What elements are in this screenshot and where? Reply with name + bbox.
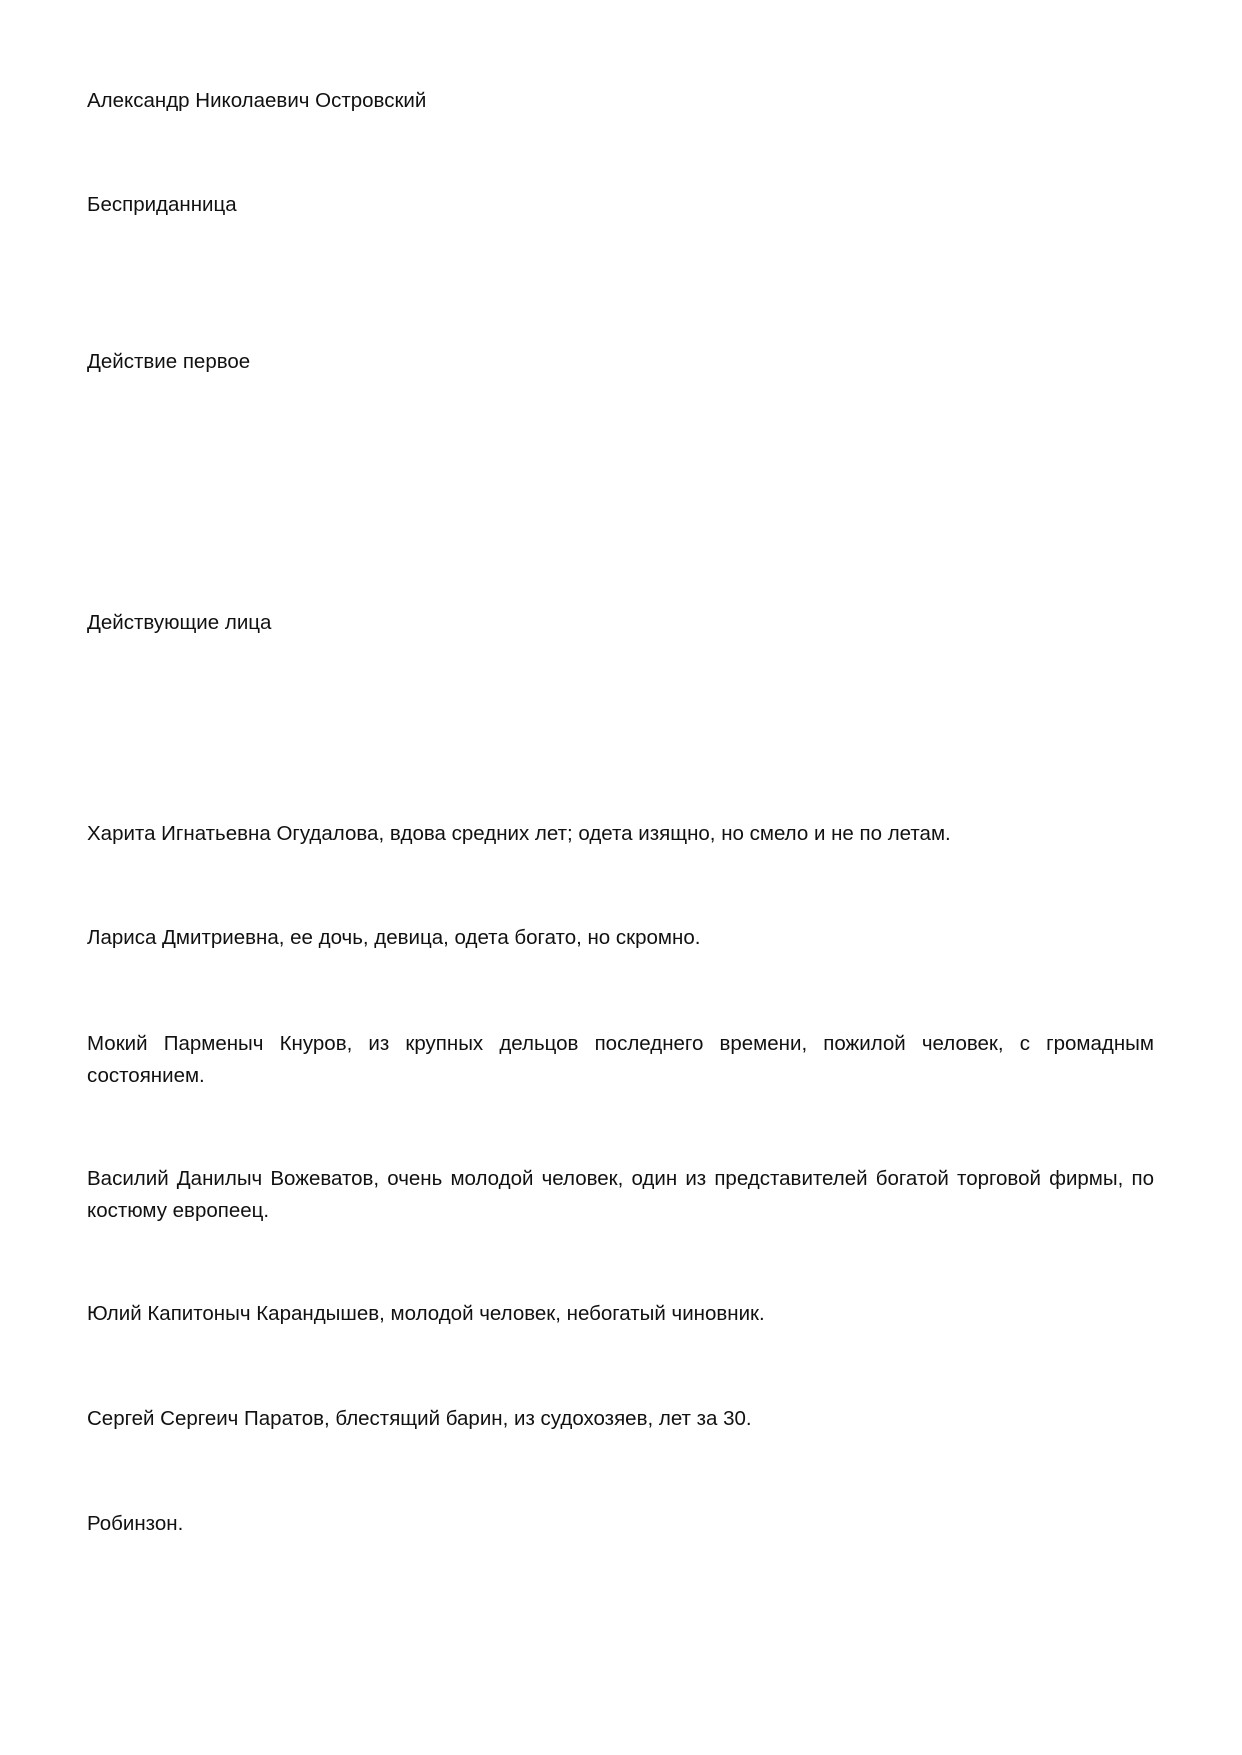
cast-item-paratov: Сергей Сергеич Паратов, блестящий барин, из судохозяев, лет за 30.: [87, 1407, 752, 1430]
cast-item-ogudalova: Харита Игнатьевна Огудалова, вдова средних лет; одета изящно, но смело и не по летам.: [87, 822, 951, 845]
cast-item-larisa: Лариса Дмитриевна, ее дочь, девица, одета богато, но скромно.: [87, 926, 701, 949]
act-heading: Действие первое: [87, 350, 251, 373]
author-name: Александр Николаевич Островский: [87, 89, 427, 112]
cast-item-knurov: Мокий Парменыч Кнуров, из крупных дельцов последнего времени, пожилой человек, с громадным состоянием.: [87, 1032, 1154, 1087]
cast-item-robinzon: Робинзон.: [87, 1512, 184, 1535]
cast-item-vozhevatov: Василий Данилыч Вожеватов, очень молодой человек, один из представителей богатой торговой фирмы, по костюму европеец.: [87, 1167, 1154, 1222]
cast-item-karandyshev: Юлий Капитоныч Карандышев, молодой человек, небогатый чиновник.: [87, 1302, 765, 1325]
cast-heading: Действующие лица: [87, 611, 272, 634]
play-title: Бесприданница: [87, 193, 237, 216]
